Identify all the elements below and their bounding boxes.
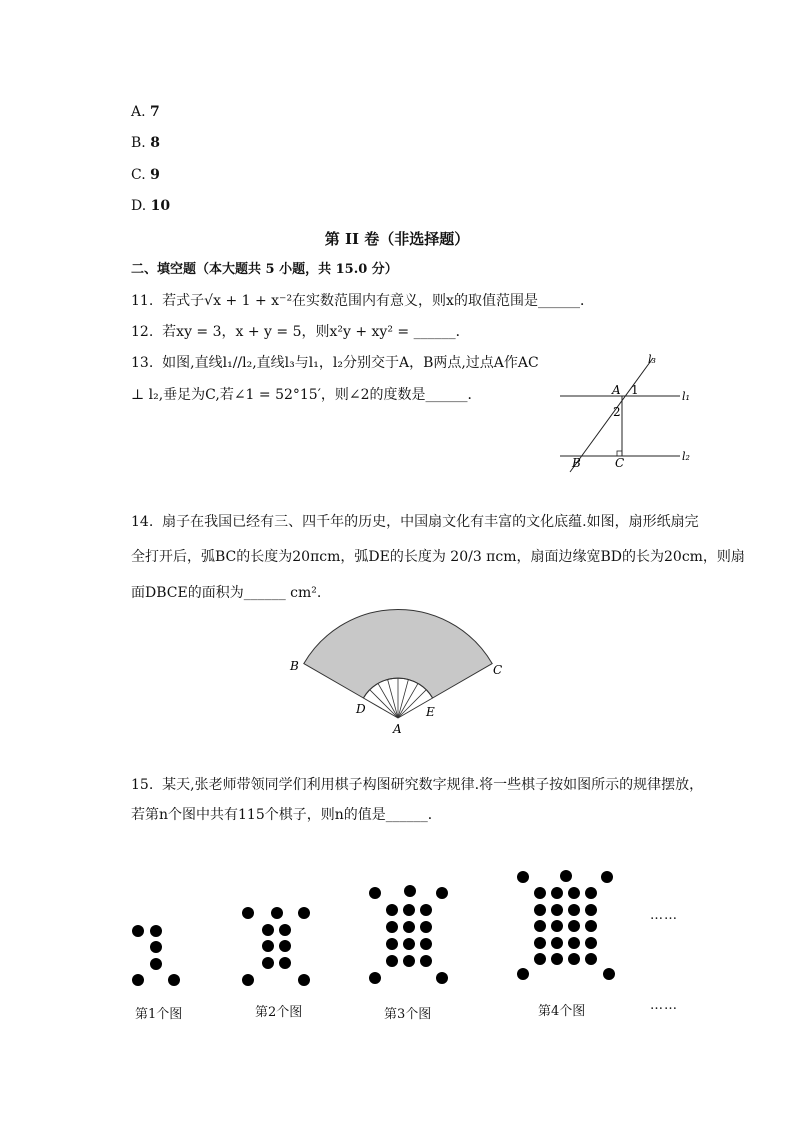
option-c: C. 9 — [131, 167, 160, 183]
question-14-line2: 全打开后，弧BC的长度为20πcm，弧DE的长度为 20/3 πcm，扇面边缘宽BD的长为20cm，则扇 — [131, 549, 745, 565]
label-e: E — [426, 705, 435, 719]
section-title: 第 II 卷（非选择题） — [324, 230, 470, 248]
label-c: C — [615, 456, 625, 470]
question-14-line1: 14. 扇子在我国已经有三、四千年的历史，中国扇文化有丰富的文化底蕴.如图，扇形纸扇完 — [131, 514, 699, 530]
question-14-line3: 面DBCE的面积为______ cm². — [131, 585, 322, 601]
ellipsis-top: …… — [650, 908, 678, 923]
label-c: C — [493, 663, 503, 677]
caption-figure-4: 第4个图 — [538, 1004, 586, 1019]
label-angle-1: 1 — [631, 383, 639, 397]
caption-figure-2: 第2个图 — [255, 1005, 303, 1020]
fan-rib-5 — [398, 679, 408, 718]
q14-fan-figure — [280, 600, 520, 740]
label-l2: l₂ — [682, 450, 690, 463]
pattern-2 — [242, 907, 310, 986]
caption-figure-3: 第3个图 — [384, 1007, 432, 1022]
question-13-line2: ⊥ l₂,垂足为C,若∠1 = 52°15′，则∠2的度数是______． — [131, 387, 482, 403]
ellipsis-bottom: …… — [650, 998, 678, 1013]
label-l3: l₃ — [648, 353, 656, 366]
label-a: A — [612, 383, 621, 397]
question-12: 12. 若xy = 3，x + y = 5，则x²y + xy² = ______． — [131, 324, 470, 340]
option-b: B. 8 — [131, 135, 160, 151]
caption-figure-1: 第1个图 — [135, 1007, 183, 1022]
pattern-1 — [132, 925, 180, 986]
label-a: A — [393, 722, 402, 736]
option-d: D. 10 — [131, 198, 171, 214]
pattern-4 — [517, 870, 615, 980]
fan-rib-3 — [388, 679, 398, 718]
label-d: D — [356, 702, 366, 716]
label-angle-2: 2 — [613, 405, 621, 419]
question-15-line2: 若第n个图中共有115个棋子，则n的值是______． — [131, 807, 442, 823]
section-heading: 二、填空题（本大题共 5 小题，共 15.0 分） — [131, 262, 398, 277]
pattern-3 — [369, 885, 448, 984]
label-b: B — [290, 659, 299, 673]
label-b: B — [572, 456, 581, 470]
q15-patterns — [120, 860, 640, 990]
question-13-line1: 13. 如图,直线l₁//l₂,直线l₃与l₁，l₂分别交于A，B两点,过点A作AC — [131, 355, 539, 371]
line-l3 — [570, 358, 653, 472]
option-a: A. 7 — [131, 104, 160, 120]
question-15-line1: 15. 某天,张老师带领同学们利用棋子构图研究数字规律.将一些棋子按如图所示的规律摆放， — [131, 777, 704, 793]
question-11: 11. 若式子√x + 1 + x⁻²在实数范围内有意义，则x的取值范围是______． — [131, 293, 594, 309]
q13-figure — [550, 348, 700, 473]
label-l1: l₁ — [682, 390, 690, 403]
